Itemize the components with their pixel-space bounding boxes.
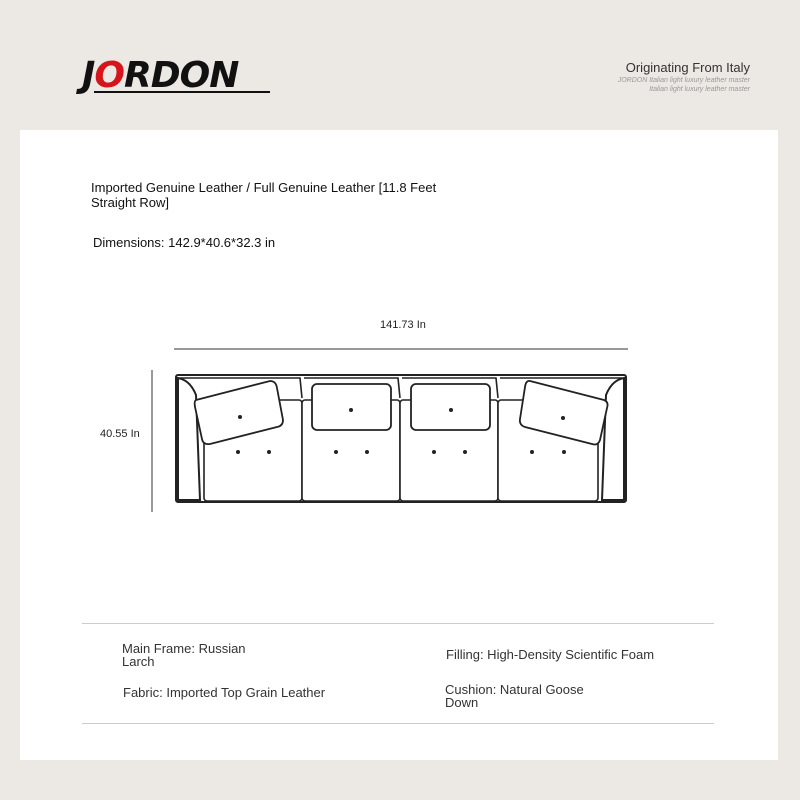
- spec-fabric: Fabric: Imported Top Grain Leather: [123, 685, 326, 700]
- product-title: Imported Genuine Leather / Full Genuine Leather [11.8 Feet Straight Row]: [91, 180, 437, 210]
- tagline-sub-2: Italian light luxury leather master: [649, 86, 750, 93]
- spec-bottom-divider: [82, 723, 714, 724]
- spec-top-divider: [82, 623, 714, 624]
- depth-label: 40.55 In: [100, 428, 140, 440]
- logo-o-red: O: [94, 55, 125, 96]
- logo-rest: RDON: [124, 55, 239, 96]
- tagline-sub-1: JORDON Italian light luxury leather master: [617, 77, 750, 84]
- spec-cushion: Cushion: Natural Goose Down: [445, 682, 584, 710]
- spec-filling: Filling: High-Density Scientific Foam: [446, 647, 655, 662]
- pillow-3: [411, 384, 490, 430]
- tagline: Originating From Italy: [625, 60, 750, 75]
- pillow-2: [312, 384, 391, 430]
- logo-j: J: [82, 55, 95, 96]
- product-dimensions: Dimensions: 142.9*40.6*32.3 in: [93, 235, 276, 250]
- spec-main-frame: Main Frame: Russian Larch: [122, 641, 246, 669]
- width-label: 141.73 In: [380, 319, 426, 331]
